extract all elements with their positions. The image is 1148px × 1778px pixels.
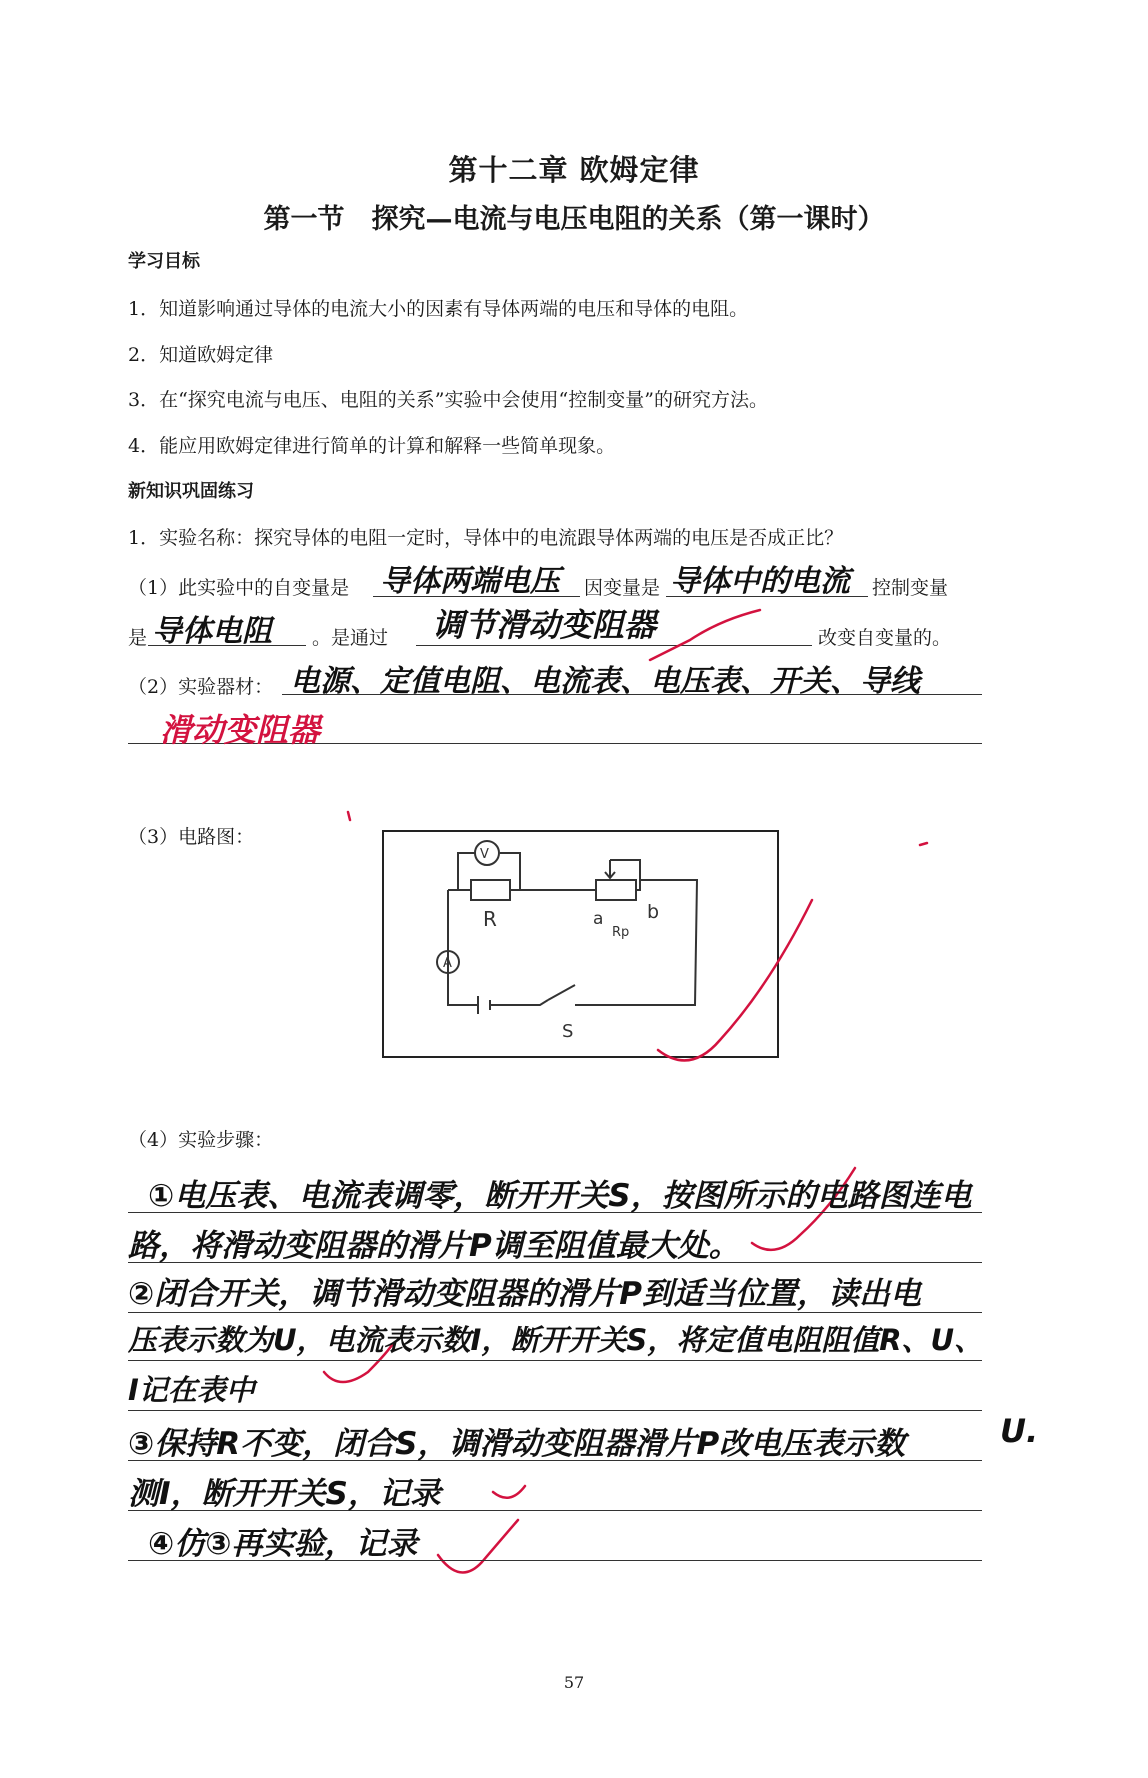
label-circuit: （3）电路图： <box>128 826 255 848</box>
chapter-title: 第十二章 欧姆定律 <box>448 153 700 187</box>
label-via: 。是通过 <box>312 627 389 649</box>
switch-label: S <box>562 1021 574 1042</box>
objectives-heading: 学习目标 <box>128 251 200 272</box>
step-line: 压表示数为U，电流表示数I，断开开关S，将定值电阻阻值R、U、 <box>128 1323 984 1357</box>
objective-item: 2．知道欧姆定律 <box>128 344 274 366</box>
label-independent-var: （1）此实验中的自变量是 <box>128 577 350 599</box>
page-number: 57 <box>563 1673 585 1692</box>
answer-control-var: 导体电阻 <box>152 614 272 649</box>
step-line: ①电压表、电流表调零，断开开关S，按图所示的电路图连电 <box>148 1178 972 1214</box>
section-title: 第一节 探究—电流与电压电阻的关系（第一课时） <box>263 204 885 235</box>
label-equipment: （2）实验器材： <box>128 676 274 698</box>
step-line: I记在表中 <box>128 1373 255 1407</box>
step-line: ②闭合开关，调节滑动变阻器的滑片P到适当位置，读出电 <box>128 1276 921 1312</box>
voltmeter-label: V <box>480 847 489 862</box>
answer-via: 调节滑动变阻器 <box>432 606 657 644</box>
label-dependent-var: 因变量是 <box>584 577 661 599</box>
rheostat-end-b: b <box>647 901 660 923</box>
objective-item: 1．知道影响通过导体的电流大小的因素有导体两端的电压和导体的电阻。 <box>128 298 749 320</box>
step-line: ③保持R不变，闭合S，调滑动变阻器滑片P改电压表示数 <box>128 1426 906 1462</box>
resistor-label: R <box>483 907 497 931</box>
label-steps: （4）实验步骤： <box>128 1129 274 1151</box>
objective-item: 4．能应用欧姆定律进行简单的计算和解释一些简单现象。 <box>128 435 616 457</box>
step-line: ④仿③再实验，记录 <box>148 1526 418 1562</box>
label-is: 是 <box>128 627 148 649</box>
answer-dependent-var: 导体中的电流 <box>670 564 850 599</box>
rheostat-label: Rp <box>612 925 630 940</box>
question-1: 1．实验名称：探究导体的电阻一定时，导体中的电流跟导体两端的电压是否成正比？ <box>128 527 844 549</box>
answer-equipment-2: 滑动变阻器 <box>160 711 321 749</box>
label-control-var: 控制变量 <box>872 577 949 599</box>
answer-equipment-1: 电源、定值电阻、电流表、电压表、开关、导线 <box>290 664 920 699</box>
answer-independent-var: 导体两端电压 <box>380 564 560 599</box>
step-line: 测I，断开开关S，记录 <box>128 1476 441 1512</box>
practice-heading: 新知识巩固练习 <box>128 481 254 502</box>
margin-note: U. <box>1000 1412 1039 1450</box>
ammeter-label: A <box>443 956 452 971</box>
step-line: 路，将滑动变阻器的滑片P调至阻值最大处。 <box>128 1228 740 1264</box>
rheostat-end-a: a <box>593 909 604 929</box>
label-change: 改变自变量的。 <box>818 627 952 649</box>
objective-item: 3．在“探究电流与电压、电阻的关系”实验中会使用“控制变量”的研究方法。 <box>128 389 768 411</box>
